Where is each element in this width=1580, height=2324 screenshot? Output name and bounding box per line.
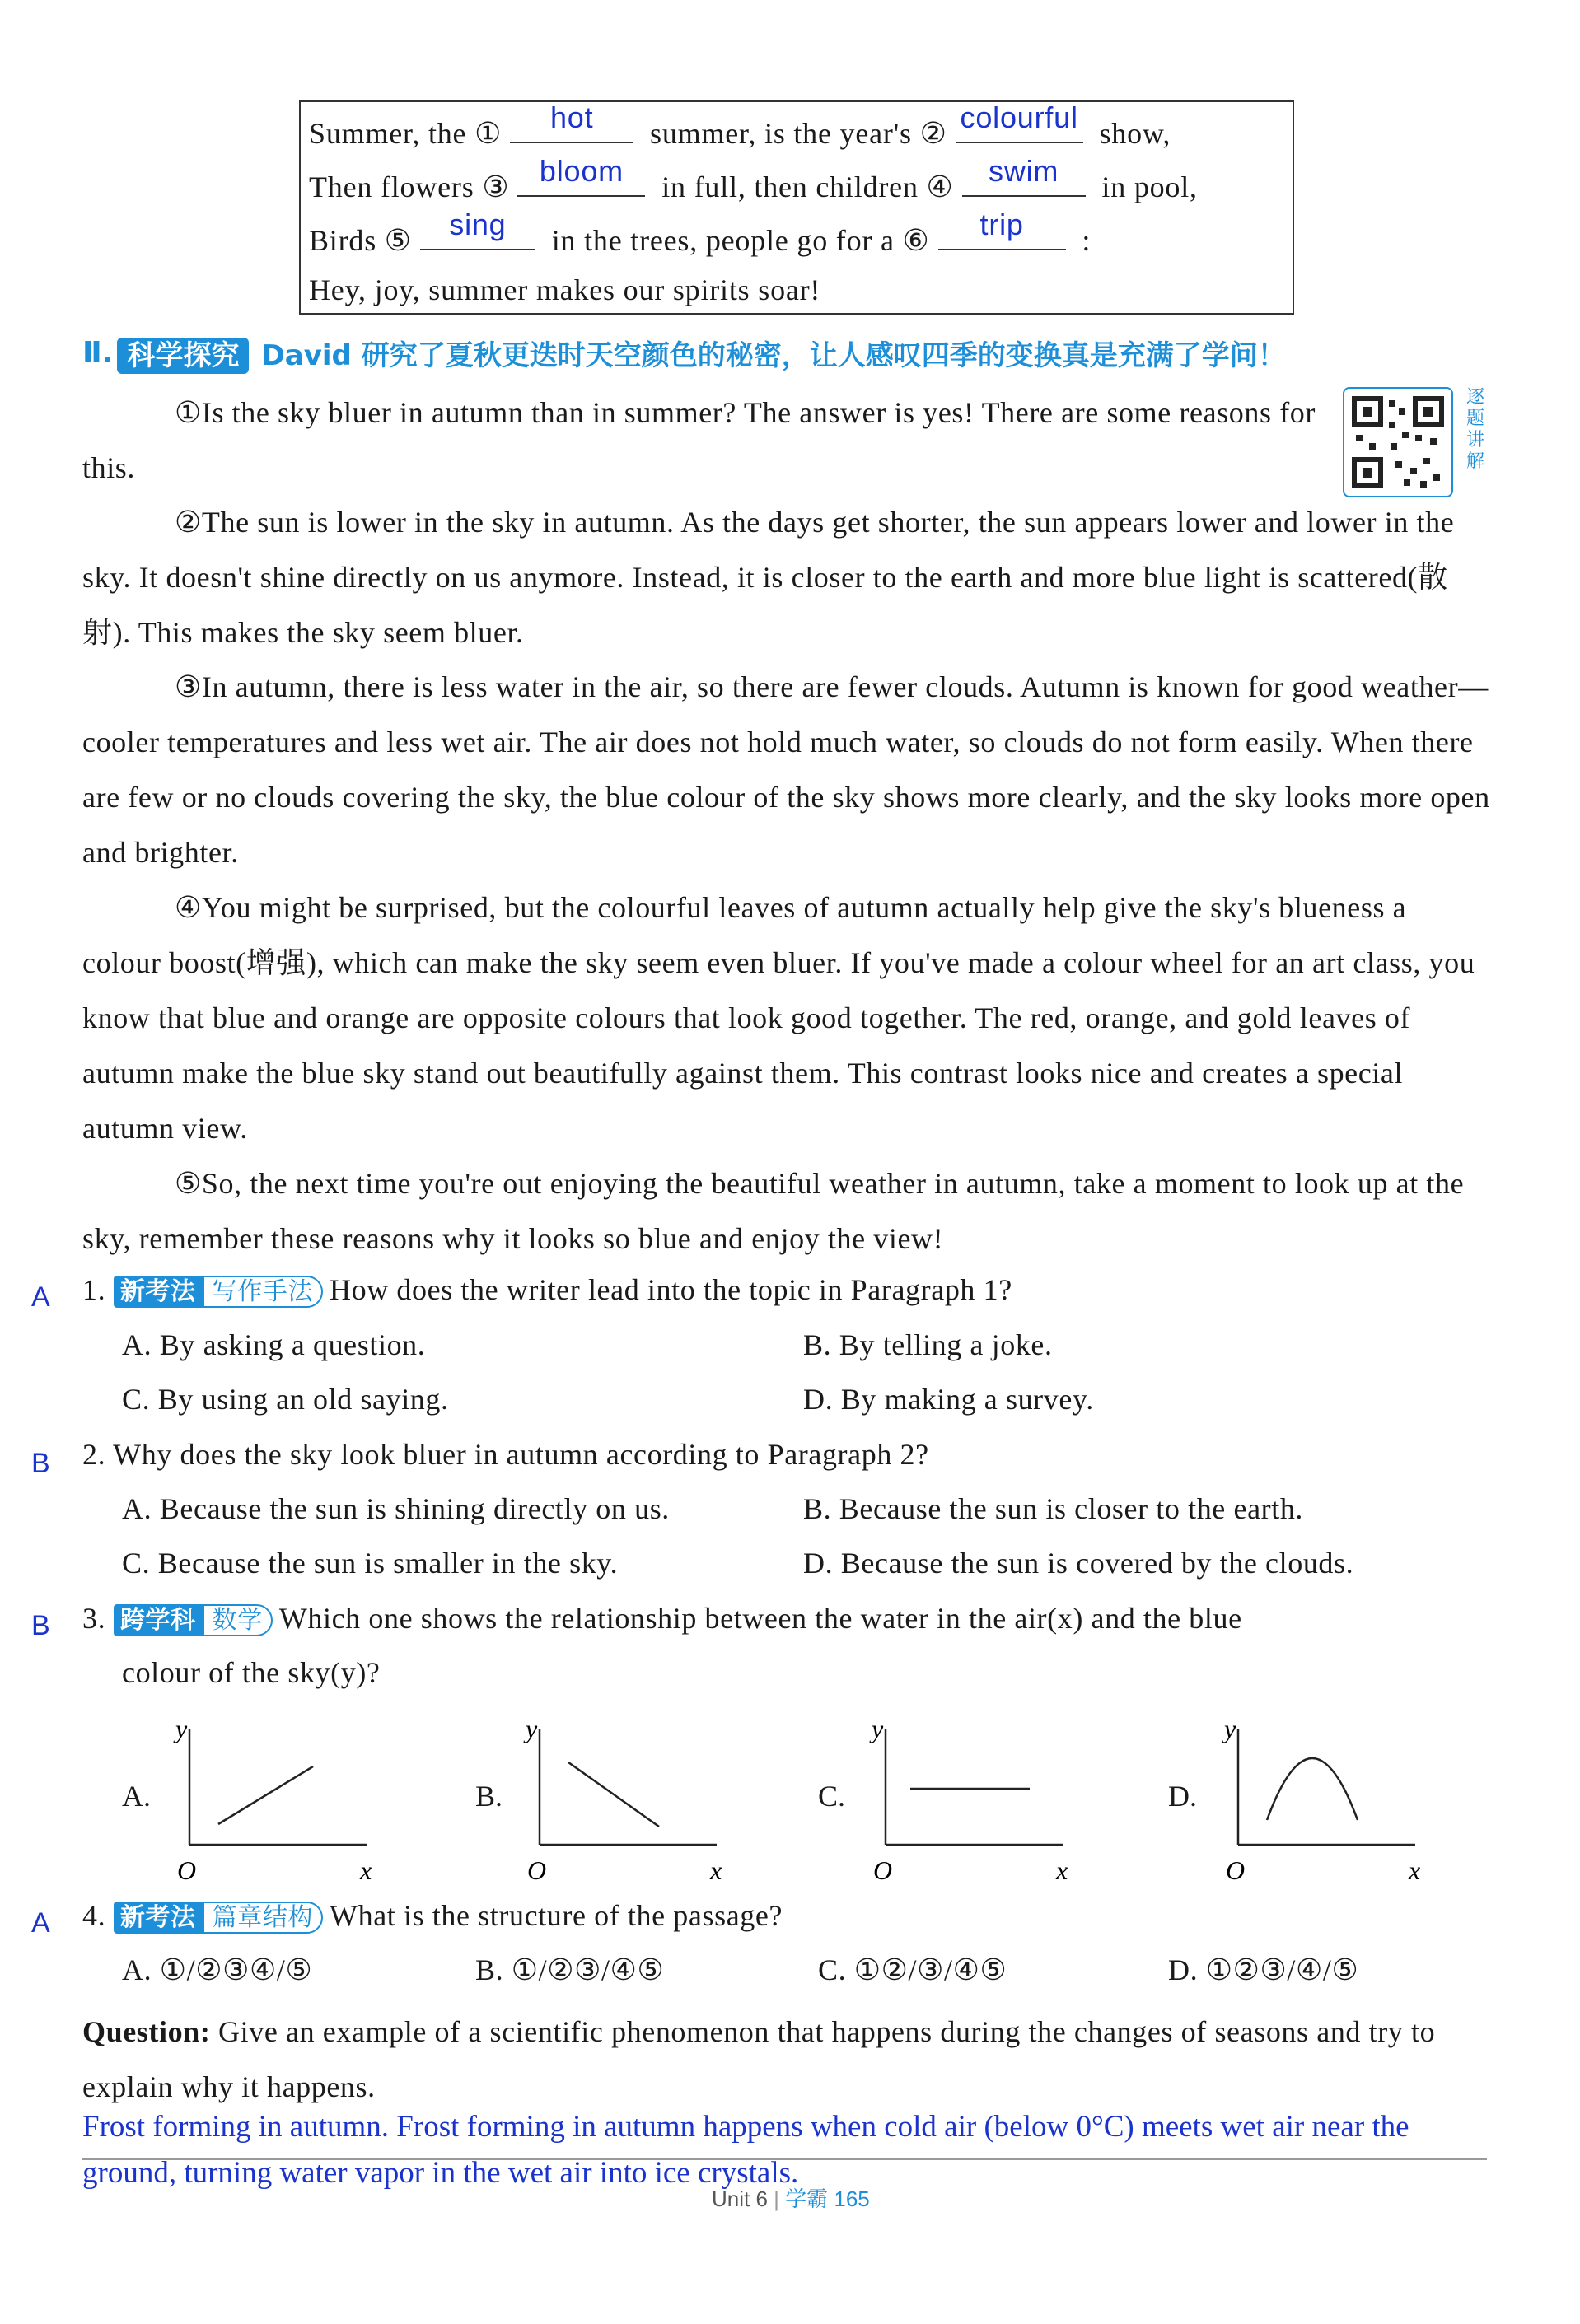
graph-d-xlabel: x — [1409, 1855, 1421, 1885]
paragraph-4: ④You might be surprised, but the colourful leaves of autumn actually help give the sky's blueness a colour boost(增强), which can make the sky seem even bluer. If you've made a colour wheel for an art class, you know that blue and orange are opposite colours that look good together. The red, orange, and gold leaves of autumn make the blue sky stand out beautifully against them. This contrast looks nice and creates a special autumn view. — [82, 891, 1475, 1145]
answer-q1: A — [31, 1281, 50, 1313]
graph-b-xlabel: x — [710, 1855, 722, 1885]
blank-5: sing — [420, 219, 535, 250]
q1-option-a[interactable]: A. By asking a question. — [122, 1328, 426, 1361]
qr-pattern — [1344, 389, 1451, 496]
q4-option-a[interactable]: A. ①/②③④/⑤ — [122, 1953, 313, 1986]
q2-option-b[interactable]: B. Because the sun is closer to the earth. — [803, 1492, 1304, 1525]
page-number: 165 — [834, 2186, 870, 2211]
graph-c-xlabel: x — [1056, 1855, 1068, 1885]
graph-b-curve — [568, 1762, 659, 1827]
q1-option-d[interactable]: D. By making a survey. — [803, 1383, 1094, 1416]
q2-option-c[interactable]: C. Because the sun is smaller in the sky. — [122, 1547, 619, 1580]
qr-label: 逐题讲解 — [1466, 387, 1485, 472]
question-1: 1. 新考法 写作手法 How does the writer lead into the topic in Paragraph 1? — [82, 1273, 1012, 1306]
section-intro: David 研究了夏秋更迭时天空颜色的秘密，让人感叹四季的变换真是充满了学问！ — [261, 339, 1286, 372]
graph-c-ylabel: y — [872, 1714, 884, 1743]
blank-1: hot — [510, 112, 633, 143]
graph-a[interactable] — [169, 1705, 383, 1886]
q4-option-c[interactable]: C. ①②/③/④⑤ — [818, 1953, 1007, 1986]
graph-b[interactable] — [519, 1705, 733, 1886]
graph-d-curve — [1267, 1758, 1358, 1820]
q4-tag-new: 新考法 — [114, 1902, 203, 1934]
blank-4: swim — [962, 166, 1086, 197]
answer-q2: B — [31, 1448, 50, 1479]
footer-brand: 学霸 — [785, 2186, 829, 2211]
poem-line-4: Hey, joy, summer makes our spirits soar! — [309, 273, 821, 306]
graph-b-ylabel: y — [526, 1714, 538, 1743]
answer-q4: A — [31, 1907, 50, 1939]
section-number: Ⅱ. — [82, 336, 114, 370]
graph-c-label[interactable]: C. — [818, 1780, 846, 1813]
paragraph-5: ⑤So, the next time you're out enjoying the beautiful weather in autumn, take a moment to look up at the sky, remember these reasons why it looks so blue and enjoy the view! — [82, 1167, 1465, 1255]
poem-line-2: Then flowers ③ bloom in full, then children ④ swim in pool, — [309, 154, 1198, 203]
graph-d-ylabel: y — [1224, 1714, 1236, 1743]
open-question-label: Question: — [82, 2015, 211, 2048]
q1-option-c[interactable]: C. By using an old saying. — [122, 1383, 449, 1416]
q1-tag-new: 新考法 — [114, 1276, 203, 1308]
q3-tag-type: 数学 — [203, 1604, 273, 1636]
graph-a-xlabel: x — [360, 1855, 372, 1885]
answer-line — [82, 2158, 1487, 2160]
open-question-answer: Frost forming in autumn. Frost forming in autumn happens when cold air (below 0°C) meets wet air near the ground, turning water vapor in the wet air into ice crystals. — [82, 2110, 1409, 2190]
graph-c-origin: O — [873, 1855, 893, 1885]
blank-3: bloom — [517, 166, 645, 197]
qr-code[interactable] — [1343, 387, 1453, 497]
poem-box — [299, 100, 1294, 315]
q1-tag-type: 写作手法 — [203, 1276, 323, 1308]
q4-option-d[interactable]: D. ①②③/④/⑤ — [1168, 1953, 1359, 1986]
answer-q3: B — [31, 1610, 50, 1641]
q3-tag-new: 跨学科 — [114, 1604, 203, 1636]
q1-option-b[interactable]: B. By telling a joke. — [803, 1328, 1053, 1361]
section-header — [82, 333, 1286, 379]
graph-a-label[interactable]: A. — [122, 1780, 151, 1813]
page-footer: Unit 6 | 学霸 165 — [712, 2186, 870, 2211]
graph-d-origin: O — [1226, 1855, 1246, 1885]
question-3-cont: colour of the sky(y)? — [122, 1656, 381, 1689]
paragraph-2: ②The sun is lower in the sky in autumn. As the days get shorter, the sun appears lower and lower in the sky. It doesn't shine directly on us anymore. Instead, it is closer to the earth and more blue light is scattered(散射). This makes the sky seem bluer. — [82, 506, 1455, 649]
paragraph-1: ①Is the sky bluer in autumn than in summer? The answer is yes! There are some reasons for this. — [82, 396, 1316, 484]
question-3: 3. 跨学科 数学 Which one shows the relationship between the water in the air(x) and the blue — [82, 1602, 1242, 1635]
open-question: Question: Give an example of a scientific phenomenon that happens during the changes of seasons and try to explain why it happens. — [82, 2015, 1436, 2103]
blank-6: trip — [938, 219, 1066, 250]
question-2: 2. Why does the sky look bluer in autumn according to Paragraph 2? — [82, 1438, 929, 1471]
section-tag: 科学探究 — [117, 338, 249, 374]
graph-a-origin: O — [177, 1855, 197, 1885]
poem-line-3: Birds ⑤ sing in the trees, people go for a ⑥ trip : — [309, 208, 1092, 257]
question-4: 4. 新考法 篇章结构 What is the structure of the passage? — [82, 1899, 783, 1932]
graph-a-ylabel: y — [175, 1714, 188, 1743]
graph-c[interactable] — [865, 1705, 1079, 1886]
q4-option-b[interactable]: B. ①/②③/④⑤ — [475, 1953, 665, 1986]
blank-2: colourful — [956, 112, 1083, 143]
q2-option-d[interactable]: D. Because the sun is covered by the clouds. — [803, 1547, 1354, 1580]
poem-line-1: Summer, the ① hot summer, is the year's ② colourful show, — [309, 100, 1171, 150]
q2-option-a[interactable]: A. Because the sun is shining directly on us. — [122, 1492, 670, 1525]
footer-unit: Unit 6 — [712, 2186, 768, 2211]
q4-tag-type: 篇章结构 — [203, 1902, 323, 1934]
graph-b-origin: O — [527, 1855, 547, 1885]
graph-d-label[interactable]: D. — [1168, 1780, 1197, 1813]
graph-b-label[interactable]: B. — [475, 1780, 503, 1813]
graph-a-curve — [218, 1766, 313, 1824]
paragraph-3: ③In autumn, there is less water in the air, so there are fewer clouds. Autumn is known for good weather—cooler temperatures and less wet air. The air does not hold much water, so clouds do not form easily. When there are few or no clouds covering the sky, the blue colour of the sky shows more clearly, and the sky looks more open and brighter. — [82, 670, 1490, 869]
graph-d[interactable] — [1218, 1705, 1432, 1886]
